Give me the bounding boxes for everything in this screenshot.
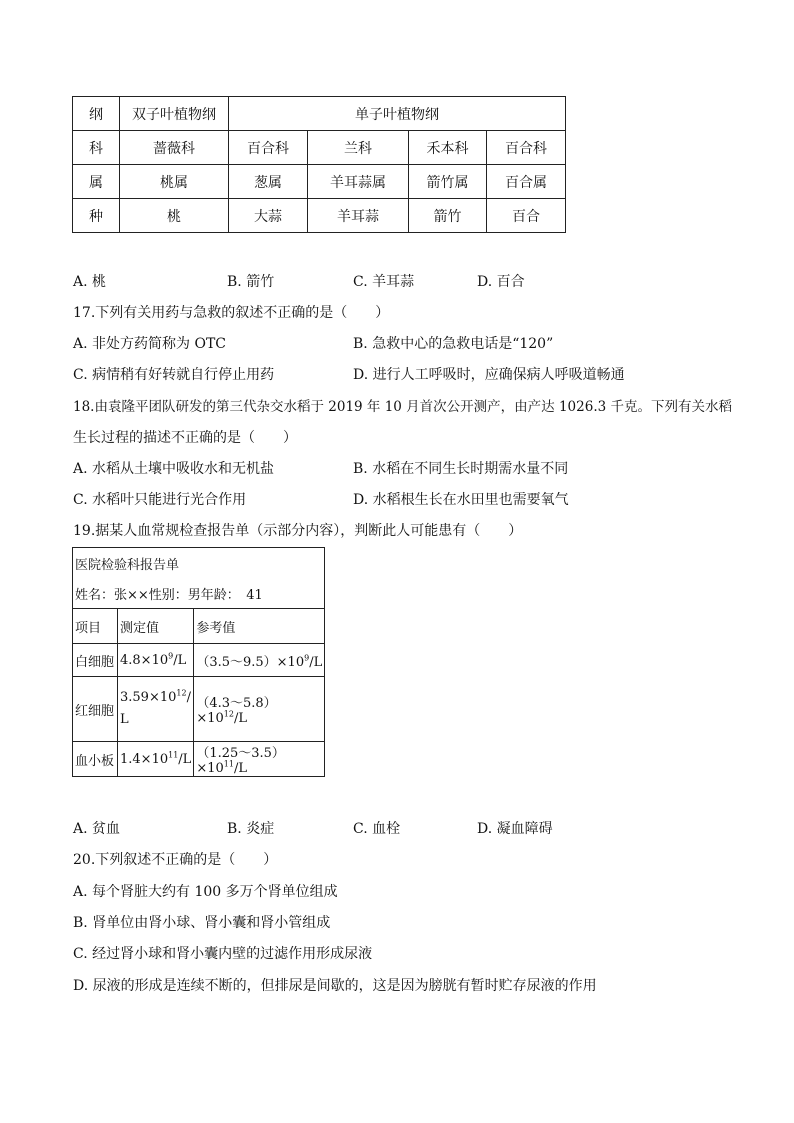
q18-stem-line1: 18.由袁隆平团队研发的第三代杂交水稻于 2019 年 10 月首次公开测产，由产达 1026.3 千克。下列有关水稻 (73, 399, 732, 415)
report-item: 白细胞 (73, 644, 118, 677)
q17-option-c[interactable]: C. 病情稍有好转就自行停止用药 (73, 367, 275, 383)
table-cell: 百合科 (487, 131, 566, 165)
q19-option-a[interactable]: A. 贫血 (73, 821, 121, 837)
blood-report-table (72, 547, 325, 777)
table-cell: 百合 (487, 199, 566, 233)
report-item: 血小板 (73, 742, 118, 777)
q16-option-d[interactable]: D. 百合 (477, 274, 525, 290)
table-cell: 桃 (120, 199, 229, 233)
table-cell: 属 (73, 165, 120, 199)
table-row (73, 742, 325, 777)
q18-option-c[interactable]: C. 水稻叶只能进行光合作用 (73, 492, 247, 508)
table-row (73, 97, 566, 131)
q20-option-c[interactable]: C. 经过肾小球和肾小囊内壁的过滤作用形成尿液 (73, 946, 373, 962)
table-row (73, 578, 325, 609)
q19-option-c[interactable]: C. 血栓 (353, 821, 401, 837)
q17-option-d[interactable]: D. 进行人工呼吸时，应确保病人呼吸道畅通 (353, 367, 625, 383)
q17-option-b[interactable]: B. 急救中心的急救电话是“120” (353, 336, 554, 352)
table-row (73, 644, 325, 677)
table-row (73, 677, 325, 742)
table-row (73, 165, 566, 199)
table-cell: 兰科 (308, 131, 409, 165)
table-cell: 蔷薇科 (120, 131, 229, 165)
report-header: 项目 (73, 609, 118, 644)
q17-stem: 17.下列有关用药与急救的叙述不正确的是（ ） (73, 305, 390, 321)
table-row (73, 131, 566, 165)
report-header: 测定值 (118, 609, 194, 644)
table-cell: 科 (73, 131, 120, 165)
q16-option-a[interactable]: A. 桃 (73, 274, 107, 290)
table-cell: 禾本科 (409, 131, 487, 165)
table-cell: 大蒜 (229, 199, 308, 233)
table-cell: 百合属 (487, 165, 566, 199)
report-patient-info: 姓名：张××性别：男年龄： 41 (73, 578, 325, 609)
table-cell: 箭竹属 (409, 165, 487, 199)
table-cell: 百合科 (229, 131, 308, 165)
report-reference: $(4.3\sim 5.8)\times 10^{12}/L$ (194, 677, 325, 742)
q20-option-a[interactable]: A. 每个肾脏大约有 100 多万个肾单位组成 (73, 884, 338, 900)
report-reference: $(3.5\sim 9.5)\times 10^9/L$ (194, 644, 325, 677)
q16-option-b[interactable]: B. 箭竹 (227, 274, 275, 290)
q20-stem: 20.下列叙述不正确的是（ ） (73, 852, 278, 868)
report-reference: $(1.25\sim 3.5)\times 10^{11}/L$ (194, 742, 325, 777)
q18-option-b[interactable]: B. 水稻在不同生长时期需水量不同 (353, 461, 569, 477)
report-title: 医院检验科报告单 (73, 548, 325, 579)
q18-stem-line2: 生长过程的描述不正确的是（ ） (73, 430, 297, 446)
table-cell: 箭竹 (409, 199, 487, 233)
report-header: 参考值 (194, 609, 325, 644)
table-cell: 单子叶植物纲 (229, 97, 566, 131)
q19-stem: 19.据某人血常规检查报告单（示部分内容），判断此人可能患有（ ） (73, 523, 523, 539)
q20-option-d[interactable]: D. 尿液的形成是连续不断的，但排尿是间歇的，这是因为膀胱有暂时贮存尿液的作用 (73, 978, 597, 994)
report-value: $4.8\times 10^9/L$ (118, 644, 194, 677)
table-cell: 种 (73, 199, 120, 233)
table-row (73, 609, 325, 644)
table-cell: 葱属 (229, 165, 308, 199)
q20-option-b[interactable]: B. 肾单位由肾小球、肾小囊和肾小管组成 (73, 915, 331, 931)
q19-option-d[interactable]: D. 凝血障碍 (477, 821, 553, 837)
table-cell: 双子叶植物纲 (120, 97, 229, 131)
table-cell: 桃属 (120, 165, 229, 199)
table-cell: 纲 (73, 97, 120, 131)
q19-option-b[interactable]: B. 炎症 (227, 821, 275, 837)
report-item: 红细胞 (73, 677, 118, 742)
table-cell: 羊耳蒜属 (308, 165, 409, 199)
report-value: $3.59\times 10^{12}/L$ (118, 677, 194, 742)
q18-option-d[interactable]: D. 水稻根生长在水田里也需要氧气 (353, 492, 569, 508)
q17-option-a[interactable]: A. 非处方药简称为 OTC (73, 336, 226, 352)
table-row (73, 548, 325, 579)
q16-option-c[interactable]: C. 羊耳蒜 (353, 274, 415, 290)
taxonomy-table (72, 96, 566, 233)
report-value: $1.4\times 10^{11}/L$ (118, 742, 194, 777)
table-row (73, 199, 566, 233)
q18-option-a[interactable]: A. 水稻从土壤中吸收水和无机盐 (73, 461, 275, 477)
table-cell: 羊耳蒜 (308, 199, 409, 233)
